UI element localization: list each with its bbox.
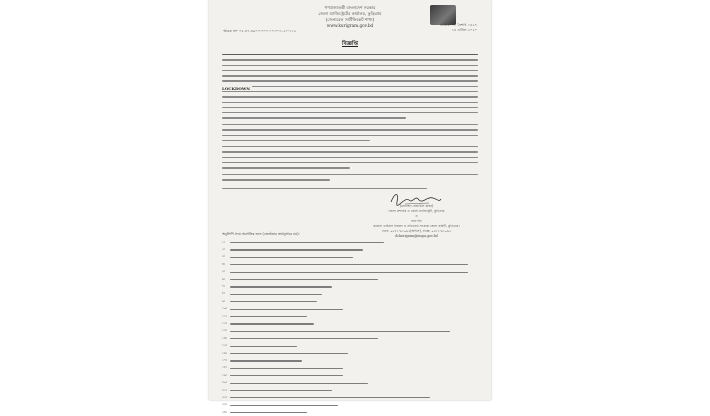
- paragraph-4: [222, 174, 478, 185]
- paragraph-3: [222, 146, 478, 172]
- header-line-2: জেলা ম্যাজিস্ট্রেটের কার্যালয়, কুড়িগ্রাম: [318, 11, 382, 16]
- list-item: ২২।: [222, 394, 478, 401]
- list-item: ১৩।: [222, 328, 478, 335]
- list-item: ৭।: [222, 283, 478, 290]
- header-line-3: (জেনারেল সার্টিফিকেট শাখা): [325, 17, 375, 22]
- list-item: ১।: [222, 239, 478, 246]
- list-item: ১১।: [222, 313, 478, 320]
- list-item: ২৩।: [222, 402, 478, 409]
- signature-block: [359, 204, 474, 239]
- list-item: ৮।: [222, 291, 478, 298]
- list-item: ২১।: [222, 387, 478, 394]
- list-item: ১৪।: [222, 335, 478, 342]
- list-item: ২৪।: [222, 409, 478, 416]
- header-website: www.kurigram.gov.bd: [326, 23, 374, 28]
- copy-list: [222, 239, 478, 416]
- list-item: ৬।: [222, 276, 478, 283]
- document-page: [209, 0, 491, 414]
- list-item: ১৮।: [222, 365, 478, 372]
- date-gregorian: ১৪ এপ্রিল ২০২০: [451, 28, 477, 32]
- list-item: ১৬।: [222, 350, 478, 357]
- paragraph-1: [222, 54, 478, 123]
- memo-number: স্মারক নং- ০৫.৪৭.৪৯০০.০০০.০০.০০১.২০-১১২: [223, 29, 297, 33]
- signatory-designation: জেলা প্রশাসক ও জেলা ম্যাজিস্ট্রেট, কুড়িগ্রাম: [388, 209, 445, 213]
- paragraph-2: [222, 124, 478, 145]
- signatory-name: (মোহাম্মদ রেজাউল করিম): [399, 204, 434, 208]
- signatory-role: সভাপতি: [411, 219, 422, 223]
- list-item: ৫।: [222, 269, 478, 276]
- signatory-committee: করোনা ভাইরাস নিয়ন্ত্রণ ও প্রতিরোধ সংক্রান্ত জেলা কমিটি, কুড়িগ্রাম।: [373, 224, 460, 228]
- notice-title: বিজ্ঞপ্তি: [342, 41, 358, 47]
- lockdown-word: LOCKDOWN: [222, 86, 251, 91]
- list-item: ৩।: [222, 254, 478, 261]
- list-item: ১৯।: [222, 372, 478, 379]
- header-line-1: গণপ্রজাতন্ত্রী বাংলাদেশ সরকার: [324, 5, 376, 10]
- signatory-email: dckurigram@mopa.gov.bd: [395, 234, 438, 238]
- list-item: ২।: [222, 246, 478, 253]
- list-item: ১৫।: [222, 342, 478, 349]
- copy-list-title: অনুলিপি সদয় অবগতির জন্য (জ্যেষ্ঠতার ক্রমানুসারে নয়):: [222, 232, 300, 236]
- list-item: ৯।: [222, 298, 478, 305]
- date-bangla: তারিখ: ০১ বৈশাখ ১৪২৭: [440, 23, 477, 27]
- list-item: ১২।: [222, 320, 478, 327]
- list-item: ২০।: [222, 379, 478, 386]
- memo-date: [440, 23, 477, 33]
- memo-row: [223, 23, 477, 35]
- list-item: ১৭।: [222, 357, 478, 364]
- portrait-image: [430, 5, 456, 25]
- list-item: ৪।: [222, 261, 478, 268]
- list-item: ১০।: [222, 306, 478, 313]
- signatory-and: ও: [415, 214, 418, 218]
- signatory-phone: ফোন: ০৫৮১-৬১০৬২(অফিস), ফ্যাক্স: ০৫৮১-৬১০৬৫: [381, 229, 452, 233]
